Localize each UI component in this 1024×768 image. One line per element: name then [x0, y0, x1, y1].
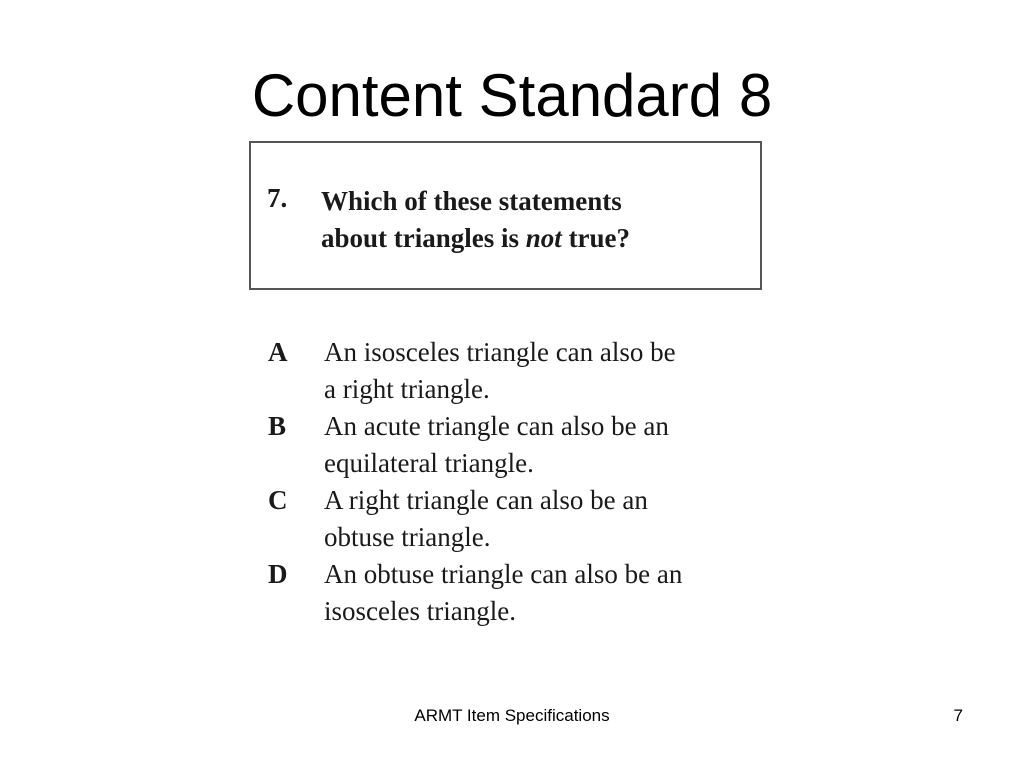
page-number: 7 — [953, 706, 963, 725]
choice-line: A right triangle can also be an — [324, 485, 648, 515]
choice-text — [324, 556, 784, 630]
choice-text — [324, 482, 784, 556]
question-box — [249, 141, 762, 290]
question-number: 7. — [267, 183, 288, 213]
choice-letter: B — [268, 411, 287, 441]
choice-line: An acute triangle can also be an — [324, 411, 669, 441]
question-text — [321, 183, 630, 257]
slide-title: Content Standard 8 — [251, 62, 773, 129]
choice-line: isosceles triangle. — [324, 596, 516, 626]
choice-letter: D — [268, 559, 288, 589]
choice-letter: A — [268, 337, 288, 367]
choice-line: equilateral triangle. — [324, 448, 534, 478]
choice-line: obtuse triangle. — [324, 522, 491, 552]
question-line-2-end: true? — [561, 223, 631, 253]
choice-text — [324, 334, 784, 408]
choice-line: An obtuse triangle can also be an — [324, 559, 683, 589]
question-line-1: Which of these statements — [321, 186, 622, 216]
choice-letter: C — [268, 485, 288, 515]
footer-text: ARMT Item Specifications — [414, 706, 610, 725]
choice-line: An isosceles triangle can also be — [324, 337, 676, 367]
question-line-2-start: about triangles is — [321, 223, 526, 253]
choice-line: a right triangle. — [324, 374, 490, 404]
choice-text — [324, 408, 784, 482]
question-emphasis: not — [525, 223, 562, 253]
